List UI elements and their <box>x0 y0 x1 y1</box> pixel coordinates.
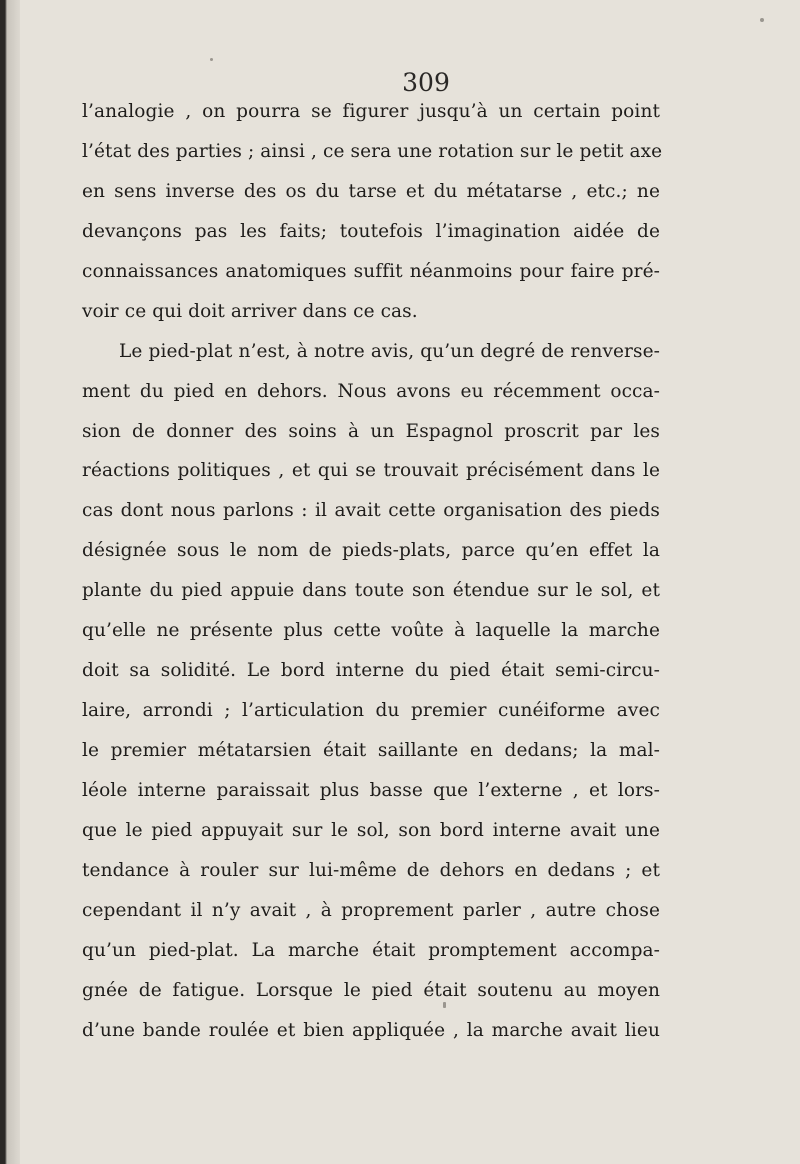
text-line: cas dont nous parlons : il avait cette organisation des pieds <box>82 500 660 522</box>
text-line: cependant il n’y avait , à proprement parler , autre chose <box>82 899 660 921</box>
text-line: plante du pied appuie dans toute son étendue sur le sol, et <box>82 580 660 602</box>
body-text <box>82 92 663 1051</box>
text-line: connaissances anatomiques suffit néanmoins pour faire pré- <box>82 260 660 282</box>
text-line: le premier métatarsien était saillante en dedans; la mal- <box>82 740 660 761</box>
text-line: devançons pas les faits; toutefois l’imagination aidée de <box>82 220 660 242</box>
text-line: tendance à rouler sur lui-même de dehors en dedans ; et <box>82 859 660 881</box>
paper-speck <box>443 1002 446 1008</box>
text-line: en sens inverse des os du tarse et du métatarse , etc.; ne <box>82 180 660 202</box>
text-line: qu’elle ne présente plus cette voûte à laquelle la marche <box>82 620 660 642</box>
text-line: laire, arrondi ; l’articulation du premier cunéiforme avec <box>82 700 660 722</box>
text-line: ment du pied en dehors. Nous avons eu récemment occa- <box>82 380 660 402</box>
text-line: doit sa solidité. Le bord interne du pied était semi-circu- <box>82 660 660 682</box>
paper-speck <box>210 58 213 61</box>
text-line: que le pied appuyait sur le sol, son bord interne avait une <box>82 819 660 841</box>
text-line: léole interne paraissait plus basse que l’externe , et lors- <box>82 779 660 801</box>
text-line: gnée de fatigue. Lorsque le pied était soutenu au moyen <box>82 979 660 1001</box>
text-line: l’analogie , on pourra se figurer jusqu’à un certain point <box>82 101 660 122</box>
text-line: qu’un pied-plat. La marche était promptement accompa- <box>82 939 660 961</box>
text-line: voir ce qui doit arriver dans ce cas. <box>82 300 418 322</box>
page-number: 309 <box>402 68 450 97</box>
text-line: désignée sous le nom de pieds-plats, parce qu’en effet la <box>82 540 660 562</box>
text-line: d’une bande roulée et bien appliquée , la marche avait lieu <box>82 1019 660 1041</box>
text-line: Le pied-plat n’est, à notre avis, qu’un degré de renverse- <box>119 340 660 362</box>
text-line: sion de donner des soins à un Espagnol proscrit par les <box>82 420 660 442</box>
text-line: l’état des parties ; ainsi , ce sera une rotation sur le petit axe <box>82 140 663 162</box>
text-line: réactions politiques , et qui se trouvait précisément dans le <box>82 460 660 482</box>
paper-speck <box>760 18 764 22</box>
binding-edge <box>0 0 20 1164</box>
